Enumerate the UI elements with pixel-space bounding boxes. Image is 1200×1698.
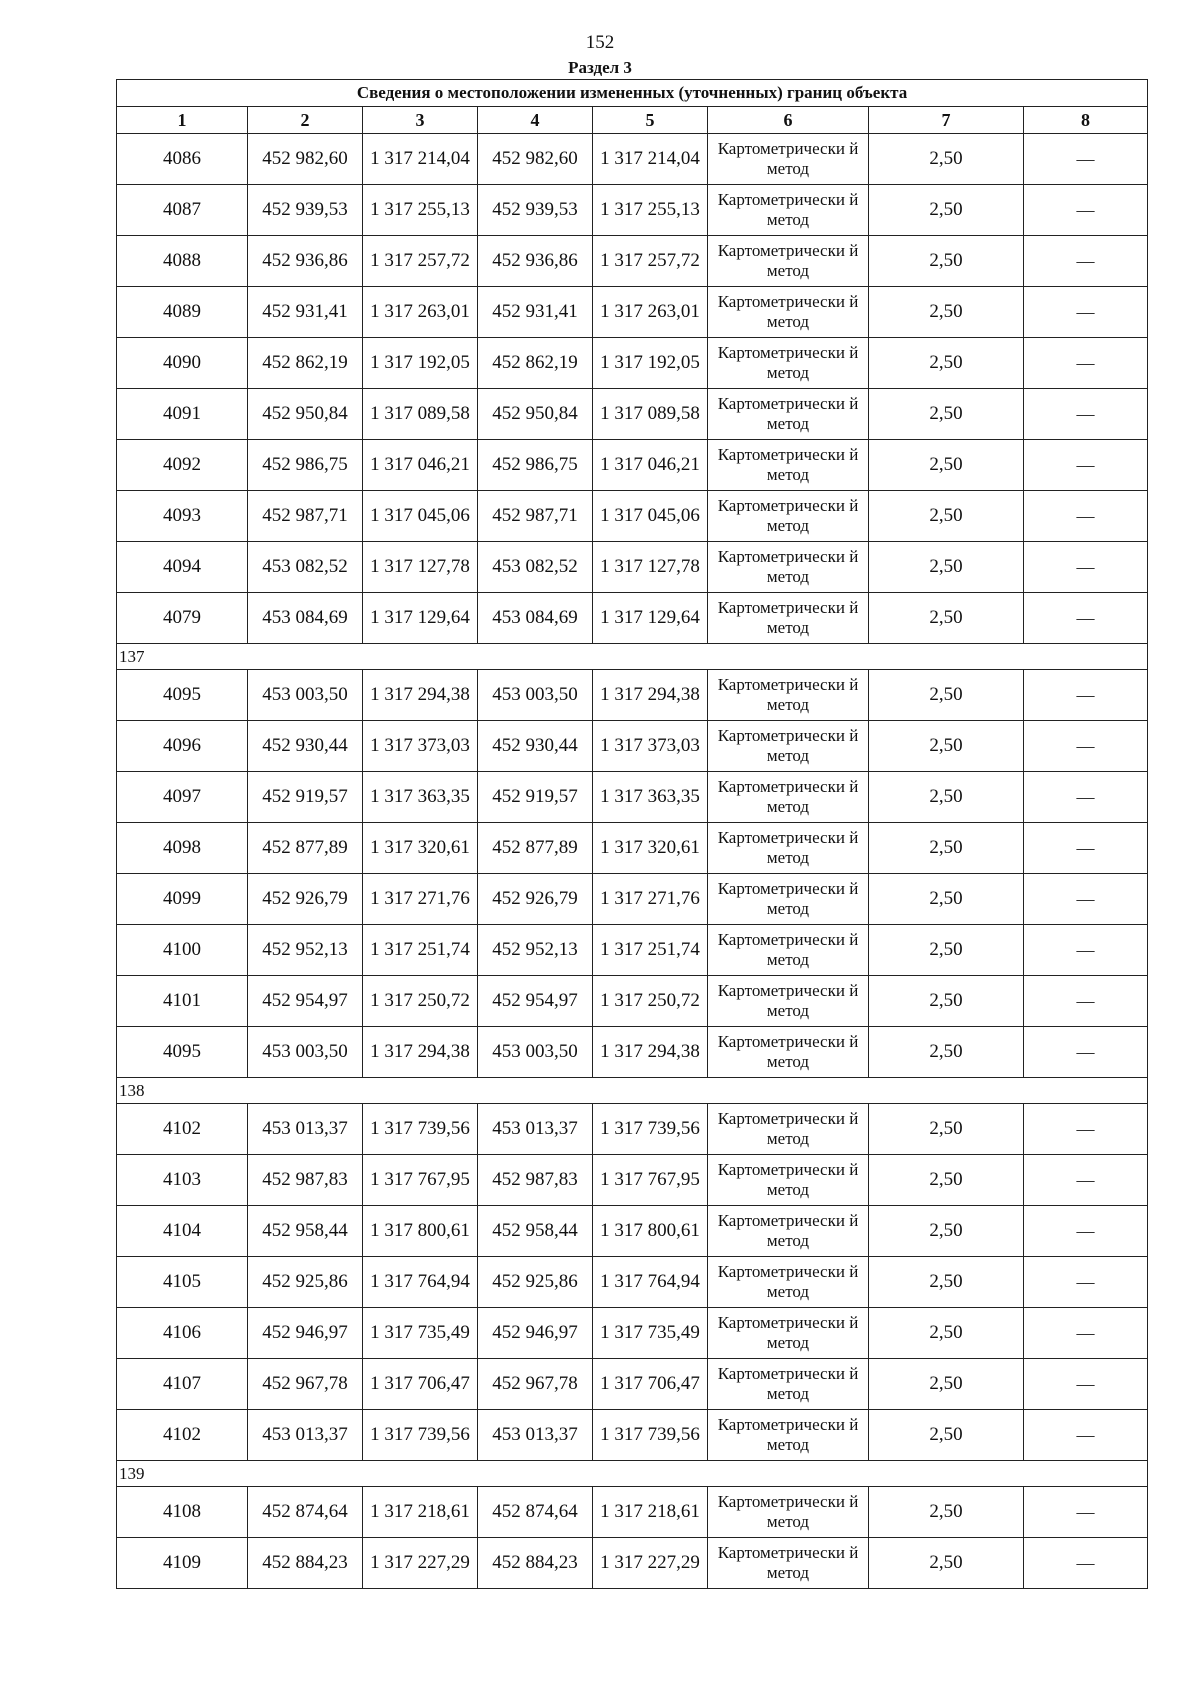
x-new-cell: 452 987,71 <box>478 491 593 542</box>
x-old-cell: 452 862,19 <box>248 338 363 389</box>
accuracy-cell: 2,50 <box>869 976 1024 1027</box>
y-old-cell: 1 317 255,13 <box>363 185 478 236</box>
y-new-cell: 1 317 739,56 <box>593 1104 708 1155</box>
column-number: 3 <box>363 107 478 134</box>
y-new-cell: 1 317 227,29 <box>593 1538 708 1589</box>
x-old-cell: 452 926,79 <box>248 874 363 925</box>
column-number-row <box>117 107 1148 134</box>
description-cell: — <box>1024 542 1148 593</box>
accuracy-cell: 2,50 <box>869 1487 1024 1538</box>
x-old-cell: 452 931,41 <box>248 287 363 338</box>
table-row <box>117 1359 1148 1410</box>
accuracy-cell: 2,50 <box>869 925 1024 976</box>
point-number-cell: 4097 <box>117 772 248 823</box>
method-cell: Картометрически й метод <box>708 670 869 721</box>
description-cell: — <box>1024 1155 1148 1206</box>
method-cell: Картометрически й метод <box>708 1308 869 1359</box>
x-old-cell: 452 884,23 <box>248 1538 363 1589</box>
method-cell: Картометрически й метод <box>708 1410 869 1461</box>
method-cell: Картометрически й метод <box>708 1104 869 1155</box>
x-new-cell: 453 013,37 <box>478 1104 593 1155</box>
point-number-cell: 4109 <box>117 1538 248 1589</box>
x-new-cell: 452 931,41 <box>478 287 593 338</box>
x-old-cell: 453 013,37 <box>248 1104 363 1155</box>
x-old-cell: 452 925,86 <box>248 1257 363 1308</box>
description-cell: — <box>1024 1257 1148 1308</box>
x-new-cell: 452 939,53 <box>478 185 593 236</box>
table-caption-row <box>117 80 1148 107</box>
method-cell: Картометрически й метод <box>708 491 869 542</box>
accuracy-cell: 2,50 <box>869 772 1024 823</box>
x-new-cell: 452 926,79 <box>478 874 593 925</box>
y-new-cell: 1 317 214,04 <box>593 134 708 185</box>
point-number-cell: 4094 <box>117 542 248 593</box>
description-cell: — <box>1024 721 1148 772</box>
y-new-cell: 1 317 263,01 <box>593 287 708 338</box>
y-old-cell: 1 317 271,76 <box>363 874 478 925</box>
y-new-cell: 1 317 294,38 <box>593 670 708 721</box>
accuracy-cell: 2,50 <box>869 440 1024 491</box>
x-new-cell: 452 925,86 <box>478 1257 593 1308</box>
y-new-cell: 1 317 045,06 <box>593 491 708 542</box>
table-row <box>117 670 1148 721</box>
point-number-cell: 4092 <box>117 440 248 491</box>
y-new-cell: 1 317 218,61 <box>593 1487 708 1538</box>
y-old-cell: 1 317 764,94 <box>363 1257 478 1308</box>
method-cell: Картометрически й метод <box>708 338 869 389</box>
x-old-cell: 452 946,97 <box>248 1308 363 1359</box>
y-old-cell: 1 317 227,29 <box>363 1538 478 1589</box>
contour-number: 138 <box>117 1078 1148 1104</box>
table-row <box>117 823 1148 874</box>
y-new-cell: 1 317 739,56 <box>593 1410 708 1461</box>
method-cell: Картометрически й метод <box>708 1027 869 1078</box>
y-old-cell: 1 317 735,49 <box>363 1308 478 1359</box>
x-old-cell: 452 930,44 <box>248 721 363 772</box>
accuracy-cell: 2,50 <box>869 287 1024 338</box>
description-cell: — <box>1024 185 1148 236</box>
point-number-cell: 4105 <box>117 1257 248 1308</box>
description-cell: — <box>1024 823 1148 874</box>
accuracy-cell: 2,50 <box>869 338 1024 389</box>
method-cell: Картометрически й метод <box>708 721 869 772</box>
x-new-cell: 452 954,97 <box>478 976 593 1027</box>
accuracy-cell: 2,50 <box>869 1538 1024 1589</box>
x-old-cell: 453 003,50 <box>248 670 363 721</box>
y-new-cell: 1 317 127,78 <box>593 542 708 593</box>
table-row <box>117 1487 1148 1538</box>
method-cell: Картометрически й метод <box>708 134 869 185</box>
description-cell: — <box>1024 976 1148 1027</box>
x-old-cell: 452 874,64 <box>248 1487 363 1538</box>
description-cell: — <box>1024 287 1148 338</box>
accuracy-cell: 2,50 <box>869 1257 1024 1308</box>
accuracy-cell: 2,50 <box>869 491 1024 542</box>
x-old-cell: 452 936,86 <box>248 236 363 287</box>
column-number: 7 <box>869 107 1024 134</box>
description-cell: — <box>1024 236 1148 287</box>
point-number-cell: 4079 <box>117 593 248 644</box>
point-number-cell: 4098 <box>117 823 248 874</box>
x-old-cell: 453 082,52 <box>248 542 363 593</box>
x-new-cell: 453 003,50 <box>478 1027 593 1078</box>
column-number: 5 <box>593 107 708 134</box>
y-old-cell: 1 317 214,04 <box>363 134 478 185</box>
table-row <box>117 185 1148 236</box>
description-cell: — <box>1024 1359 1148 1410</box>
method-cell: Картометрически й метод <box>708 976 869 1027</box>
accuracy-cell: 2,50 <box>869 593 1024 644</box>
y-old-cell: 1 317 257,72 <box>363 236 478 287</box>
point-number-cell: 4096 <box>117 721 248 772</box>
table-row <box>117 1155 1148 1206</box>
accuracy-cell: 2,50 <box>869 134 1024 185</box>
x-new-cell: 452 884,23 <box>478 1538 593 1589</box>
x-new-cell: 452 952,13 <box>478 925 593 976</box>
table-row <box>117 721 1148 772</box>
method-cell: Картометрически й метод <box>708 440 869 491</box>
y-old-cell: 1 317 218,61 <box>363 1487 478 1538</box>
x-old-cell: 452 952,13 <box>248 925 363 976</box>
y-new-cell: 1 317 764,94 <box>593 1257 708 1308</box>
table-row <box>117 1027 1148 1078</box>
point-number-cell: 4095 <box>117 1027 248 1078</box>
table-row <box>117 491 1148 542</box>
method-cell: Картометрически й метод <box>708 1487 869 1538</box>
method-cell: Картометрически й метод <box>708 1206 869 1257</box>
accuracy-cell: 2,50 <box>869 1308 1024 1359</box>
method-cell: Картометрически й метод <box>708 287 869 338</box>
y-old-cell: 1 317 706,47 <box>363 1359 478 1410</box>
method-cell: Картометрически й метод <box>708 772 869 823</box>
point-number-cell: 4106 <box>117 1308 248 1359</box>
accuracy-cell: 2,50 <box>869 236 1024 287</box>
accuracy-cell: 2,50 <box>869 874 1024 925</box>
table-row <box>117 542 1148 593</box>
table-row <box>117 1257 1148 1308</box>
point-number-cell: 4108 <box>117 1487 248 1538</box>
y-old-cell: 1 317 294,38 <box>363 1027 478 1078</box>
accuracy-cell: 2,50 <box>869 1027 1024 1078</box>
x-old-cell: 453 084,69 <box>248 593 363 644</box>
description-cell: — <box>1024 925 1148 976</box>
table-row <box>117 236 1148 287</box>
point-number-cell: 4104 <box>117 1206 248 1257</box>
table-row <box>117 772 1148 823</box>
y-old-cell: 1 317 089,58 <box>363 389 478 440</box>
description-cell: — <box>1024 772 1148 823</box>
x-old-cell: 453 003,50 <box>248 1027 363 1078</box>
x-new-cell: 452 986,75 <box>478 440 593 491</box>
point-number-cell: 4089 <box>117 287 248 338</box>
x-new-cell: 453 082,52 <box>478 542 593 593</box>
y-new-cell: 1 317 320,61 <box>593 823 708 874</box>
y-old-cell: 1 317 294,38 <box>363 670 478 721</box>
y-old-cell: 1 317 127,78 <box>363 542 478 593</box>
point-number-cell: 4103 <box>117 1155 248 1206</box>
accuracy-cell: 2,50 <box>869 1104 1024 1155</box>
table-row <box>117 1104 1148 1155</box>
x-old-cell: 452 954,97 <box>248 976 363 1027</box>
point-number-cell: 4102 <box>117 1104 248 1155</box>
contour-group-row <box>117 1461 1148 1487</box>
y-old-cell: 1 317 263,01 <box>363 287 478 338</box>
accuracy-cell: 2,50 <box>869 389 1024 440</box>
y-old-cell: 1 317 373,03 <box>363 721 478 772</box>
table-row <box>117 134 1148 185</box>
method-cell: Картометрически й метод <box>708 1257 869 1308</box>
description-cell: — <box>1024 440 1148 491</box>
y-new-cell: 1 317 767,95 <box>593 1155 708 1206</box>
accuracy-cell: 2,50 <box>869 1206 1024 1257</box>
point-number-cell: 4090 <box>117 338 248 389</box>
x-old-cell: 452 958,44 <box>248 1206 363 1257</box>
point-number-cell: 4093 <box>117 491 248 542</box>
x-old-cell: 452 982,60 <box>248 134 363 185</box>
x-new-cell: 452 877,89 <box>478 823 593 874</box>
description-cell: — <box>1024 338 1148 389</box>
description-cell: — <box>1024 134 1148 185</box>
y-new-cell: 1 317 294,38 <box>593 1027 708 1078</box>
method-cell: Картометрически й метод <box>708 389 869 440</box>
description-cell: — <box>1024 1104 1148 1155</box>
y-new-cell: 1 317 257,72 <box>593 236 708 287</box>
table-row <box>117 976 1148 1027</box>
y-old-cell: 1 317 320,61 <box>363 823 478 874</box>
x-new-cell: 452 987,83 <box>478 1155 593 1206</box>
point-number-cell: 4099 <box>117 874 248 925</box>
x-new-cell: 452 950,84 <box>478 389 593 440</box>
column-number: 8 <box>1024 107 1148 134</box>
description-cell: — <box>1024 1027 1148 1078</box>
table-row <box>117 440 1148 491</box>
method-cell: Картометрически й метод <box>708 185 869 236</box>
page-number: 152 <box>585 32 615 53</box>
table-row <box>117 593 1148 644</box>
accuracy-cell: 2,50 <box>869 1410 1024 1461</box>
accuracy-cell: 2,50 <box>869 185 1024 236</box>
x-new-cell: 452 936,86 <box>478 236 593 287</box>
column-number: 2 <box>248 107 363 134</box>
y-old-cell: 1 317 739,56 <box>363 1410 478 1461</box>
x-old-cell: 452 939,53 <box>248 185 363 236</box>
description-cell: — <box>1024 1206 1148 1257</box>
y-new-cell: 1 317 251,74 <box>593 925 708 976</box>
table-row <box>117 338 1148 389</box>
x-old-cell: 453 013,37 <box>248 1410 363 1461</box>
x-old-cell: 452 950,84 <box>248 389 363 440</box>
y-new-cell: 1 317 129,64 <box>593 593 708 644</box>
method-cell: Картометрически й метод <box>708 1155 869 1206</box>
y-old-cell: 1 317 192,05 <box>363 338 478 389</box>
description-cell: — <box>1024 670 1148 721</box>
method-cell: Картометрически й метод <box>708 542 869 593</box>
point-number-cell: 4107 <box>117 1359 248 1410</box>
y-old-cell: 1 317 739,56 <box>363 1104 478 1155</box>
description-cell: — <box>1024 1308 1148 1359</box>
point-number-cell: 4102 <box>117 1410 248 1461</box>
contour-number: 139 <box>117 1461 1148 1487</box>
description-cell: — <box>1024 491 1148 542</box>
y-old-cell: 1 317 129,64 <box>363 593 478 644</box>
y-new-cell: 1 317 706,47 <box>593 1359 708 1410</box>
y-new-cell: 1 317 271,76 <box>593 874 708 925</box>
table-row <box>117 1308 1148 1359</box>
description-cell: — <box>1024 1410 1148 1461</box>
x-old-cell: 452 987,71 <box>248 491 363 542</box>
x-old-cell: 452 987,83 <box>248 1155 363 1206</box>
column-number: 4 <box>478 107 593 134</box>
y-old-cell: 1 317 251,74 <box>363 925 478 976</box>
point-number-cell: 4101 <box>117 976 248 1027</box>
description-cell: — <box>1024 1487 1148 1538</box>
contour-group-row <box>117 644 1148 670</box>
y-new-cell: 1 317 363,35 <box>593 772 708 823</box>
point-number-cell: 4087 <box>117 185 248 236</box>
table-row <box>117 287 1148 338</box>
x-new-cell: 453 013,37 <box>478 1410 593 1461</box>
x-new-cell: 452 862,19 <box>478 338 593 389</box>
accuracy-cell: 2,50 <box>869 823 1024 874</box>
method-cell: Картометрически й метод <box>708 823 869 874</box>
contour-group-row <box>117 1078 1148 1104</box>
y-new-cell: 1 317 255,13 <box>593 185 708 236</box>
x-new-cell: 452 946,97 <box>478 1308 593 1359</box>
x-new-cell: 453 003,50 <box>478 670 593 721</box>
table-row <box>117 1410 1148 1461</box>
table-row <box>117 1206 1148 1257</box>
table-body <box>117 134 1148 1589</box>
boundary-coordinates-table <box>116 79 1148 1589</box>
description-cell: — <box>1024 389 1148 440</box>
y-new-cell: 1 317 800,61 <box>593 1206 708 1257</box>
x-old-cell: 452 986,75 <box>248 440 363 491</box>
accuracy-cell: 2,50 <box>869 1155 1024 1206</box>
method-cell: Картометрически й метод <box>708 925 869 976</box>
method-cell: Картометрически й метод <box>708 236 869 287</box>
point-number-cell: 4086 <box>117 134 248 185</box>
method-cell: Картометрически й метод <box>708 1538 869 1589</box>
column-number: 1 <box>117 107 248 134</box>
point-number-cell: 4088 <box>117 236 248 287</box>
point-number-cell: 4091 <box>117 389 248 440</box>
accuracy-cell: 2,50 <box>869 670 1024 721</box>
x-new-cell: 452 967,78 <box>478 1359 593 1410</box>
point-number-cell: 4100 <box>117 925 248 976</box>
y-new-cell: 1 317 373,03 <box>593 721 708 772</box>
description-cell: — <box>1024 593 1148 644</box>
section-title: Раздел 3 <box>568 58 632 77</box>
x-old-cell: 452 877,89 <box>248 823 363 874</box>
table-row <box>117 874 1148 925</box>
method-cell: Картометрически й метод <box>708 1359 869 1410</box>
y-old-cell: 1 317 363,35 <box>363 772 478 823</box>
y-old-cell: 1 317 767,95 <box>363 1155 478 1206</box>
y-old-cell: 1 317 800,61 <box>363 1206 478 1257</box>
table-caption: Сведения о местоположении измененных (уточненных) границ объекта <box>117 80 1148 107</box>
accuracy-cell: 2,50 <box>869 1359 1024 1410</box>
description-cell: — <box>1024 874 1148 925</box>
accuracy-cell: 2,50 <box>869 721 1024 772</box>
method-cell: Картометрически й метод <box>708 874 869 925</box>
y-old-cell: 1 317 046,21 <box>363 440 478 491</box>
y-old-cell: 1 317 045,06 <box>363 491 478 542</box>
x-old-cell: 452 967,78 <box>248 1359 363 1410</box>
contour-number: 137 <box>117 644 1148 670</box>
y-new-cell: 1 317 250,72 <box>593 976 708 1027</box>
x-new-cell: 452 958,44 <box>478 1206 593 1257</box>
x-new-cell: 452 919,57 <box>478 772 593 823</box>
point-number-cell: 4095 <box>117 670 248 721</box>
description-cell: — <box>1024 1538 1148 1589</box>
x-new-cell: 452 930,44 <box>478 721 593 772</box>
table-row <box>117 389 1148 440</box>
y-new-cell: 1 317 735,49 <box>593 1308 708 1359</box>
column-number: 6 <box>708 107 869 134</box>
x-old-cell: 452 919,57 <box>248 772 363 823</box>
table-row <box>117 925 1148 976</box>
x-new-cell: 452 874,64 <box>478 1487 593 1538</box>
x-new-cell: 453 084,69 <box>478 593 593 644</box>
x-new-cell: 452 982,60 <box>478 134 593 185</box>
y-new-cell: 1 317 046,21 <box>593 440 708 491</box>
y-new-cell: 1 317 089,58 <box>593 389 708 440</box>
table-row <box>117 1538 1148 1589</box>
y-new-cell: 1 317 192,05 <box>593 338 708 389</box>
y-old-cell: 1 317 250,72 <box>363 976 478 1027</box>
method-cell: Картометрически й метод <box>708 593 869 644</box>
boundary-coordinates-table-wrapper <box>116 79 1148 1589</box>
accuracy-cell: 2,50 <box>869 542 1024 593</box>
